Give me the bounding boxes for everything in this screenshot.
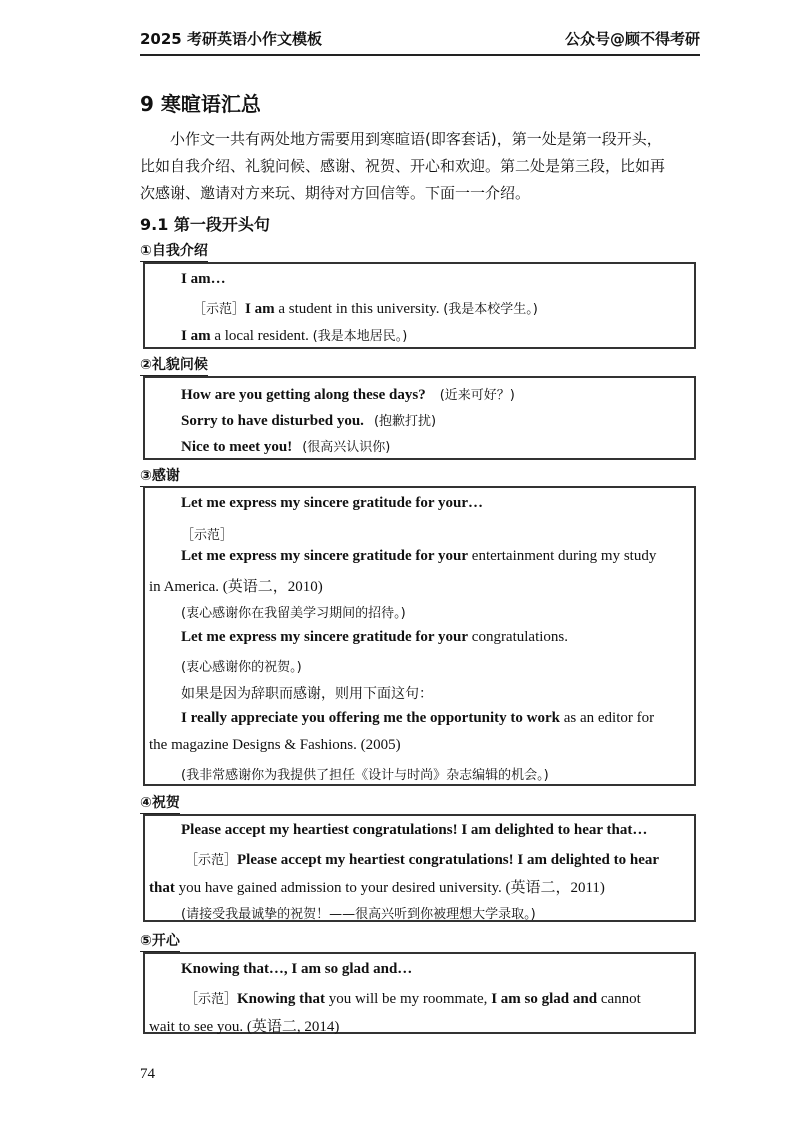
example-box	[143, 262, 696, 349]
template-sentence: Let me express my sincere gratitude for your…	[181, 495, 484, 511]
template-sentence: I am…	[181, 271, 226, 287]
sentence-text: cannot	[597, 991, 641, 1007]
phrase: How are you getting along these days?	[181, 387, 426, 403]
example-tag: ［示范］	[185, 992, 238, 1007]
intro-line: 小作文一共有两处地方需要用到寒暄语(即客套话)，第一处是第一段开头，	[170, 130, 662, 148]
example-tag: ［示范］	[181, 528, 234, 543]
example-tag: ［示范］	[193, 302, 246, 317]
phrase-line	[181, 410, 436, 430]
example-box	[143, 376, 696, 460]
sentence-text: you have gained admission to your desired university. (英语二，2011)	[174, 880, 605, 896]
category-label: ①自我介绍	[140, 240, 208, 262]
phrase: Sorry to have disturbed you.	[181, 413, 364, 429]
template-phrase: I am so glad and	[491, 991, 598, 1007]
template-phrase: I really appreciate you offering me the opportunity to work	[181, 710, 560, 726]
phrase: Nice to meet you!	[181, 439, 293, 455]
sentence-text: a student in this university.	[274, 301, 444, 317]
example-sentence	[181, 548, 656, 565]
sentence-text: the magazine Designs & Fashions. (2005)	[149, 737, 401, 753]
template-phrase: Knowing that	[237, 991, 325, 1007]
sentence-text: congratulations.	[468, 629, 569, 645]
sentence-text: entertainment during my study	[468, 548, 657, 564]
translation: (抱歉打扰)	[373, 414, 437, 429]
category-label: ④祝贺	[140, 792, 180, 814]
sentence-text: in America. (英语二，2010)	[149, 579, 323, 595]
page-number: 74	[140, 1066, 155, 1082]
translation: (请接受我最诚挚的祝贺！——很高兴听到你被理想大学录取。)	[181, 907, 536, 922]
example-sentence	[185, 988, 641, 1008]
header-title: 2025 考研英语小作文模板	[140, 30, 322, 48]
category-label: ②礼貌问候	[140, 354, 208, 376]
phrase-line	[181, 384, 515, 404]
translation: (我是本地居民。)	[312, 329, 408, 344]
example-sentence	[193, 298, 538, 318]
sentence-text: wait to see you. (英语二, 2014)	[149, 1019, 340, 1035]
phrase-line	[181, 436, 390, 456]
translation: (很高兴认识你)	[302, 440, 391, 455]
intro-line: 次感谢、邀请对方来玩、期待对方回信等。下面一一介绍。	[140, 184, 531, 202]
example-sentence	[149, 876, 605, 897]
subsection-title: 9.1 第一段开头句	[140, 215, 270, 234]
translation: (我是本校学生。)	[443, 302, 538, 317]
sentence-text: as an editor for	[560, 710, 655, 726]
template-sentence: Please accept my heartiest congratulations! I am delighted to hear that…	[181, 822, 648, 838]
example-box	[143, 486, 696, 786]
template-phrase: I am	[245, 301, 275, 317]
example-sentence	[185, 849, 659, 869]
example-sentence	[181, 710, 654, 727]
example-sentence	[181, 629, 568, 646]
example-box	[143, 952, 696, 1034]
example-sentence	[181, 325, 407, 345]
template-phrase: Please accept my heartiest congratulations! I am delighted to hear	[237, 852, 660, 868]
template-phrase: Let me express my sincere gratitude for your	[181, 629, 469, 645]
translation: (近来可好？)	[439, 388, 515, 403]
example-box	[143, 814, 696, 922]
page-header	[140, 28, 700, 56]
translation: (我非常感谢你为我提供了担任《设计与时尚》杂志编辑的机会。)	[181, 768, 549, 783]
header-source: 公众号@顾不得考研	[564, 30, 700, 48]
template-sentence: Knowing that…, I am so glad and…	[181, 961, 413, 977]
sentence-text: a local resident.	[210, 328, 313, 344]
translation: (衷心感谢你在我留美学习期间的招待。)	[181, 606, 406, 621]
template-phrase: I am	[181, 328, 211, 344]
example-tag: ［示范］	[185, 853, 238, 868]
intro-paragraph	[140, 126, 700, 207]
template-phrase: Let me express my sincere gratitude for your	[181, 548, 469, 564]
translation: (衷心感谢你的祝贺。)	[181, 660, 302, 675]
category-label: ⑤开心	[140, 930, 180, 952]
template-phrase: that	[149, 880, 175, 896]
intro-line: 比如自我介绍、礼貌问候、感谢、祝贺、开心和欢迎。第二处是第三段，比如再	[140, 157, 666, 175]
note-text: 如果是因为辞职而感谢，则用下面这句：	[181, 686, 433, 702]
section-title: 9 寒暄语汇总	[140, 92, 261, 116]
sentence-text: you will be my roommate,	[324, 991, 492, 1007]
category-label: ③感谢	[140, 465, 180, 487]
